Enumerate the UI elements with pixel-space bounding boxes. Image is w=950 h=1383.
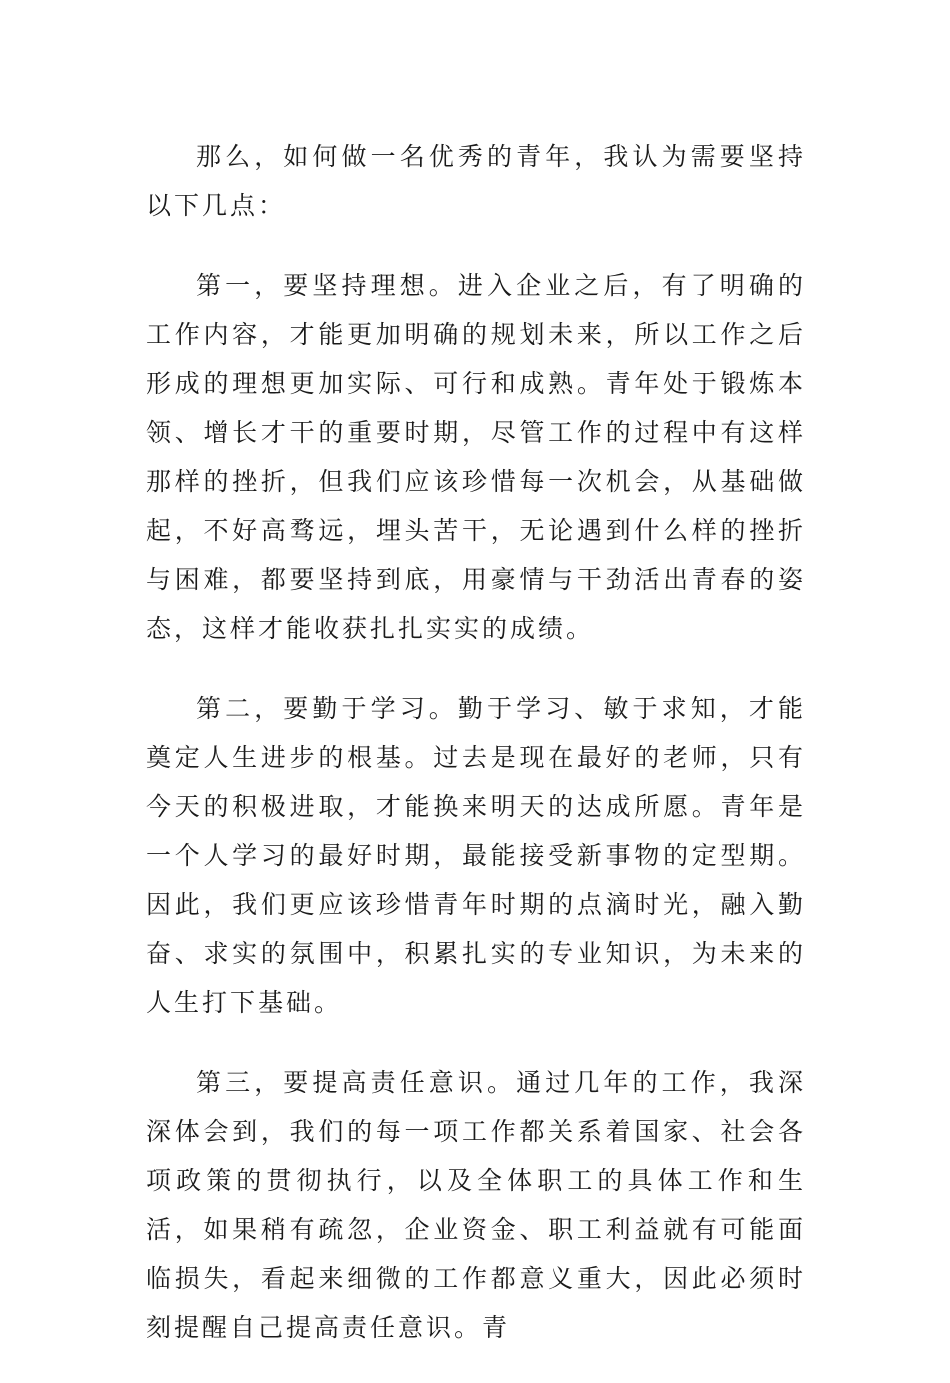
paragraph-second-point: 第二，要勤于学习。勤于学习、敏于求知，才能奠定人生进步的根基。过去是现在最好的老师，只有今天的积极进取，才能换来明天的达成所愿。青年是一个人学习的最好时期，最能接受新事物的定型期。因此，我们更应该珍惜青年时期的点滴时光，融入勤奋、求实的氛围中，积累扎实的专业知识，为未来的人生打下基础。 — [146, 694, 806, 1017]
paragraph-first-point: 第一，要坚持理想。进入企业之后，有了明确的工作内容，才能更加明确的规划未来，所以工作之后形成的理想更加实际、可行和成熟。青年处于锻炼本领、增长才干的重要时期，尽管工作的过程中有这样那样的挫折，但我们应该珍惜每一次机会，从基础做起，不好高骛远，埋头苦干，无论遇到什么样的挫折与困难，都要坚持到底，用豪情与干劲活出青春的姿态，这样才能收获扎扎实实的成绩。 — [146, 271, 806, 643]
document-body — [146, 132, 806, 1383]
paragraph-third-point: 第三，要提高责任意识。通过几年的工作，我深深体会到，我们的每一项工作都关系着国家、社会各项政策的贯彻执行，以及全体职工的具体工作和生活，如果稍有疏忽，企业资金、职工利益就有可能面临损失，看起来细微的工作都意义重大，因此必须时刻提醒自己提高责任意识。青 — [146, 1068, 806, 1342]
paragraph-intro: 那么，如何做一名优秀的青年，我认为需要坚持以下几点： — [146, 142, 806, 220]
